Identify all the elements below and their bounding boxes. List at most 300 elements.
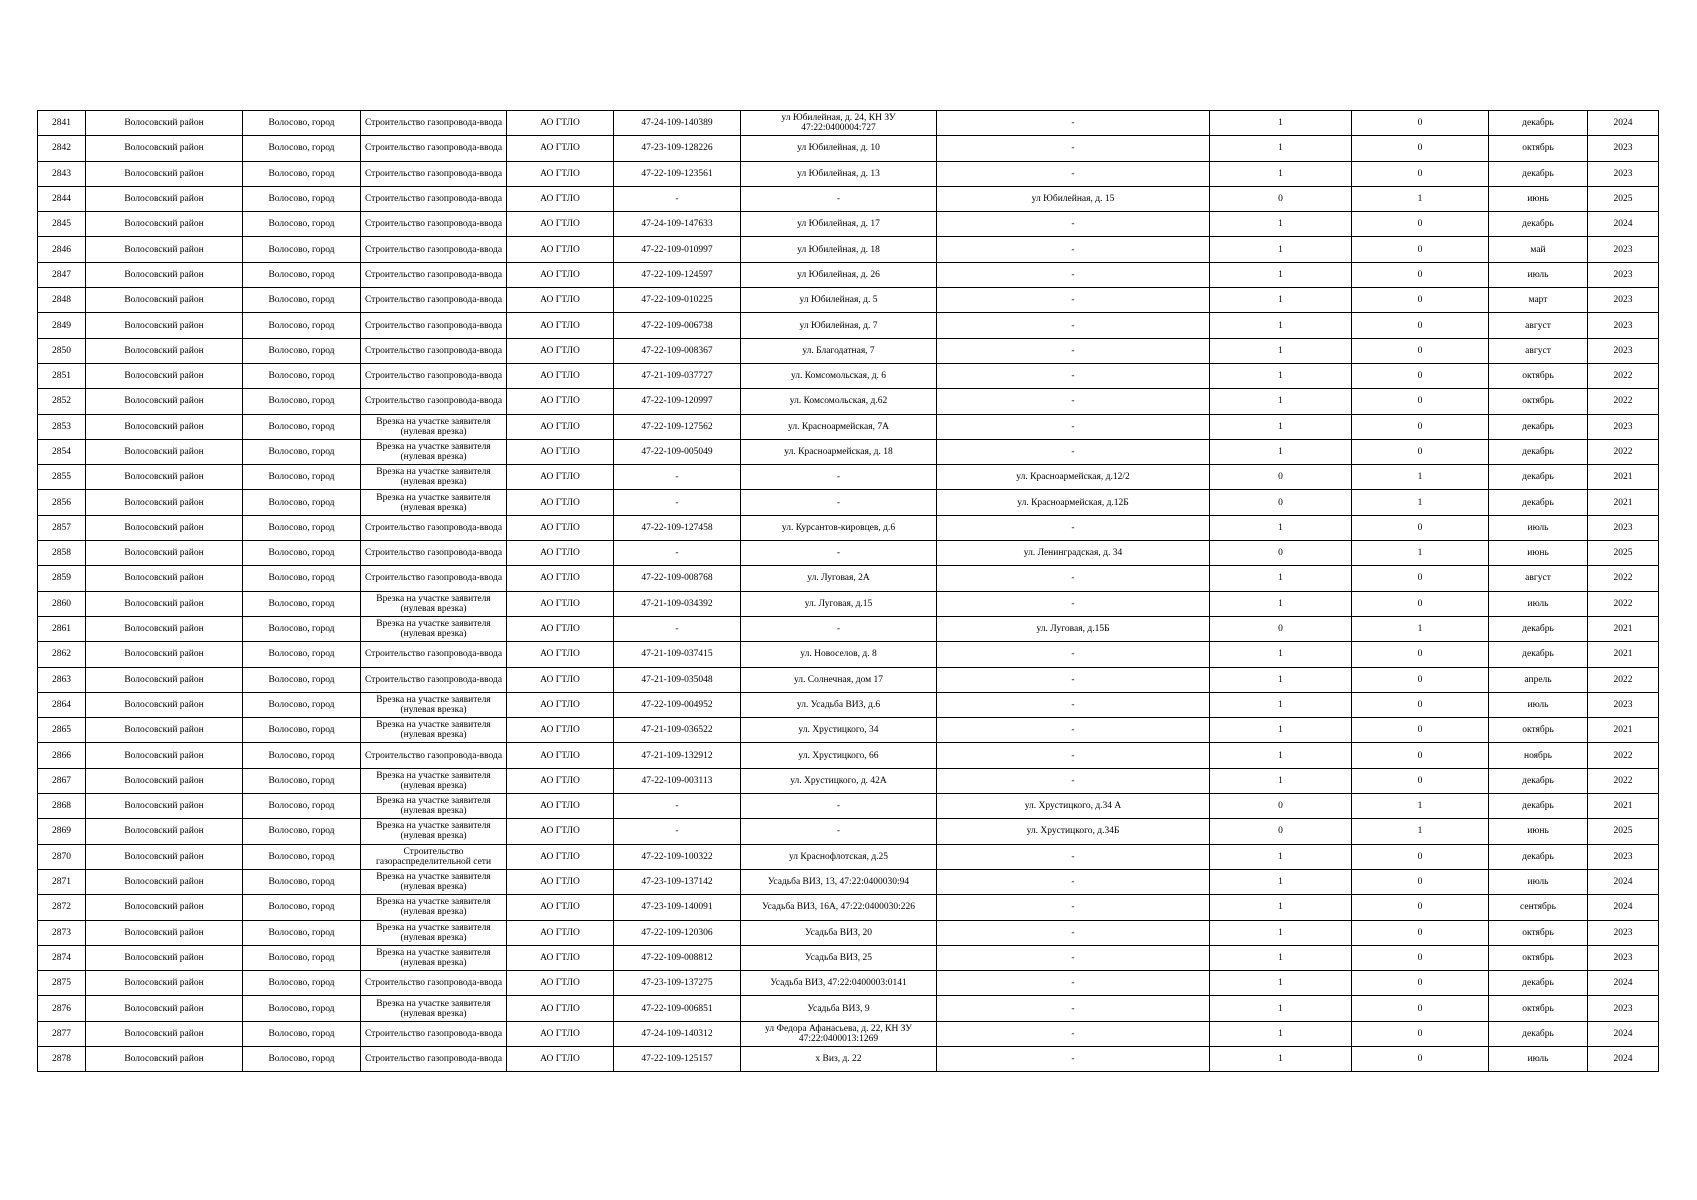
- work-type-cell: Врезка на участке заявителя (нулевая врезка): [361, 439, 507, 464]
- count-planned-cell: 0: [1352, 844, 1489, 869]
- planned-address-cell: ул Юбилейная, д. 15: [937, 186, 1210, 211]
- table-row: [38, 667, 1659, 692]
- count-done-cell: 1: [1210, 895, 1352, 920]
- address-cell: ул. Комсомольская, д. 6: [741, 363, 937, 388]
- work-type-cell: Врезка на участке заявителя (нулевая врезка): [361, 718, 507, 743]
- table-row: [38, 338, 1659, 363]
- month-cell: август: [1489, 338, 1588, 363]
- table-row: [38, 642, 1659, 667]
- settlement-cell: Волосово, город: [243, 794, 361, 819]
- district-cell: Волосовский район: [86, 111, 243, 136]
- table-row: [38, 212, 1659, 237]
- address-cell: ул Федора Афанасьева, д. 22, КН ЗУ 47:22:0400013:1269: [741, 1021, 937, 1046]
- month-cell: октябрь: [1489, 718, 1588, 743]
- district-cell: Волосовский район: [86, 186, 243, 211]
- row-number-cell: 2841: [38, 111, 86, 136]
- organization-cell: АО ГТЛО: [507, 920, 614, 945]
- month-cell: июль: [1489, 591, 1588, 616]
- work-type-cell: Врезка на участке заявителя (нулевая врезка): [361, 692, 507, 717]
- count-done-cell: 1: [1210, 262, 1352, 287]
- year-cell: 2023: [1588, 515, 1659, 540]
- year-cell: 2021: [1588, 616, 1659, 641]
- contract-number-cell: 47-22-109-008768: [614, 566, 741, 591]
- organization-cell: АО ГТЛО: [507, 186, 614, 211]
- count-planned-cell: 1: [1352, 616, 1489, 641]
- row-number-cell: 2865: [38, 718, 86, 743]
- address-cell: ул. Луговая, д.15: [741, 591, 937, 616]
- table-row: [38, 566, 1659, 591]
- planned-address-cell: -: [937, 1021, 1210, 1046]
- organization-cell: АО ГТЛО: [507, 111, 614, 136]
- district-cell: Волосовский район: [86, 439, 243, 464]
- table-row: [38, 920, 1659, 945]
- district-cell: Волосовский район: [86, 363, 243, 388]
- address-cell: ул. Луговая, 2А: [741, 566, 937, 591]
- organization-cell: АО ГТЛО: [507, 945, 614, 970]
- count-planned-cell: 0: [1352, 161, 1489, 186]
- year-cell: 2023: [1588, 161, 1659, 186]
- month-cell: декабрь: [1489, 439, 1588, 464]
- count-done-cell: 1: [1210, 743, 1352, 768]
- planned-address-cell: -: [937, 895, 1210, 920]
- year-cell: 2022: [1588, 667, 1659, 692]
- count-planned-cell: 0: [1352, 591, 1489, 616]
- organization-cell: АО ГТЛО: [507, 490, 614, 515]
- year-cell: 2023: [1588, 844, 1659, 869]
- address-cell: ул Юбилейная, д. 26: [741, 262, 937, 287]
- contract-number-cell: -: [614, 794, 741, 819]
- table-body: [38, 111, 1659, 1072]
- settlement-cell: Волосово, город: [243, 541, 361, 566]
- gasification-table: [37, 110, 1659, 1072]
- contract-number-cell: 47-23-109-128226: [614, 136, 741, 161]
- contract-number-cell: 47-24-109-140312: [614, 1021, 741, 1046]
- month-cell: октябрь: [1489, 136, 1588, 161]
- row-number-cell: 2856: [38, 490, 86, 515]
- count-planned-cell: 0: [1352, 768, 1489, 793]
- count-planned-cell: 0: [1352, 667, 1489, 692]
- contract-number-cell: 47-22-109-003113: [614, 768, 741, 793]
- settlement-cell: Волосово, город: [243, 1046, 361, 1071]
- month-cell: октябрь: [1489, 996, 1588, 1021]
- address-cell: -: [741, 794, 937, 819]
- planned-address-cell: -: [937, 743, 1210, 768]
- work-type-cell: Врезка на участке заявителя (нулевая врезка): [361, 794, 507, 819]
- table-row: [38, 743, 1659, 768]
- row-number-cell: 2873: [38, 920, 86, 945]
- row-number-cell: 2878: [38, 1046, 86, 1071]
- count-done-cell: 1: [1210, 642, 1352, 667]
- row-number-cell: 2874: [38, 945, 86, 970]
- month-cell: декабрь: [1489, 616, 1588, 641]
- district-cell: Волосовский район: [86, 237, 243, 262]
- year-cell: 2024: [1588, 971, 1659, 996]
- organization-cell: АО ГТЛО: [507, 363, 614, 388]
- settlement-cell: Волосово, город: [243, 768, 361, 793]
- work-type-cell: Врезка на участке заявителя (нулевая врезка): [361, 616, 507, 641]
- organization-cell: АО ГТЛО: [507, 237, 614, 262]
- address-cell: ул Юбилейная, д. 18: [741, 237, 937, 262]
- work-type-cell: Строительство газопровода-ввода: [361, 313, 507, 338]
- contract-number-cell: 47-22-109-124597: [614, 262, 741, 287]
- year-cell: 2023: [1588, 692, 1659, 717]
- count-done-cell: 1: [1210, 844, 1352, 869]
- address-cell: ул Юбилейная, д. 17: [741, 212, 937, 237]
- row-number-cell: 2845: [38, 212, 86, 237]
- settlement-cell: Волосово, город: [243, 490, 361, 515]
- table-row: [38, 971, 1659, 996]
- count-planned-cell: 1: [1352, 465, 1489, 490]
- district-cell: Волосовский район: [86, 515, 243, 540]
- month-cell: июль: [1489, 1046, 1588, 1071]
- contract-number-cell: 47-21-109-034392: [614, 591, 741, 616]
- month-cell: декабрь: [1489, 161, 1588, 186]
- year-cell: 2023: [1588, 288, 1659, 313]
- district-cell: Волосовский район: [86, 768, 243, 793]
- organization-cell: АО ГТЛО: [507, 439, 614, 464]
- month-cell: март: [1489, 288, 1588, 313]
- year-cell: 2023: [1588, 338, 1659, 363]
- planned-address-cell: -: [937, 1046, 1210, 1071]
- month-cell: август: [1489, 566, 1588, 591]
- month-cell: декабрь: [1489, 642, 1588, 667]
- row-number-cell: 2869: [38, 819, 86, 844]
- settlement-cell: Волосово, город: [243, 945, 361, 970]
- planned-address-cell: -: [937, 718, 1210, 743]
- organization-cell: АО ГТЛО: [507, 338, 614, 363]
- work-type-cell: Врезка на участке заявителя (нулевая врезка): [361, 591, 507, 616]
- organization-cell: АО ГТЛО: [507, 136, 614, 161]
- address-cell: Усадьба ВИЗ, 13, 47:22:0400030:94: [741, 869, 937, 894]
- district-cell: Волосовский район: [86, 844, 243, 869]
- month-cell: август: [1489, 313, 1588, 338]
- row-number-cell: 2862: [38, 642, 86, 667]
- district-cell: Волосовский район: [86, 920, 243, 945]
- settlement-cell: Волосово, город: [243, 895, 361, 920]
- count-done-cell: 1: [1210, 996, 1352, 1021]
- contract-number-cell: -: [614, 490, 741, 515]
- contract-number-cell: 47-24-109-140389: [614, 111, 741, 136]
- address-cell: -: [741, 465, 937, 490]
- table-row: [38, 363, 1659, 388]
- month-cell: июнь: [1489, 186, 1588, 211]
- planned-address-cell: -: [937, 869, 1210, 894]
- district-cell: Волосовский район: [86, 996, 243, 1021]
- organization-cell: АО ГТЛО: [507, 794, 614, 819]
- settlement-cell: Волосово, город: [243, 111, 361, 136]
- row-number-cell: 2853: [38, 414, 86, 439]
- address-cell: ул. Благодатная, 7: [741, 338, 937, 363]
- address-cell: ул Юбилейная, д. 24, КН ЗУ 47:22:0400004:727: [741, 111, 937, 136]
- work-type-cell: Строительство газопровода-ввода: [361, 1021, 507, 1046]
- year-cell: 2021: [1588, 490, 1659, 515]
- month-cell: апрель: [1489, 667, 1588, 692]
- district-cell: Волосовский район: [86, 794, 243, 819]
- month-cell: июль: [1489, 692, 1588, 717]
- year-cell: 2023: [1588, 136, 1659, 161]
- table-row: [38, 262, 1659, 287]
- year-cell: 2022: [1588, 389, 1659, 414]
- district-cell: Волосовский район: [86, 945, 243, 970]
- row-number-cell: 2866: [38, 743, 86, 768]
- row-number-cell: 2854: [38, 439, 86, 464]
- month-cell: ноябрь: [1489, 743, 1588, 768]
- month-cell: декабрь: [1489, 971, 1588, 996]
- month-cell: октябрь: [1489, 920, 1588, 945]
- work-type-cell: Строительство газопровода-ввода: [361, 363, 507, 388]
- contract-number-cell: -: [614, 465, 741, 490]
- work-type-cell: Строительство газопровода-ввода: [361, 288, 507, 313]
- organization-cell: АО ГТЛО: [507, 768, 614, 793]
- work-type-cell: Строительство газопровода-ввода: [361, 743, 507, 768]
- settlement-cell: Волосово, город: [243, 667, 361, 692]
- count-planned-cell: 1: [1352, 819, 1489, 844]
- work-type-cell: Врезка на участке заявителя (нулевая врезка): [361, 945, 507, 970]
- organization-cell: АО ГТЛО: [507, 591, 614, 616]
- address-cell: ул Юбилейная, д. 13: [741, 161, 937, 186]
- count-done-cell: 1: [1210, 920, 1352, 945]
- table-row: [38, 718, 1659, 743]
- row-number-cell: 2861: [38, 616, 86, 641]
- contract-number-cell: -: [614, 541, 741, 566]
- address-cell: Усадьба ВИЗ, 16А, 47:22:0400030:226: [741, 895, 937, 920]
- year-cell: 2025: [1588, 819, 1659, 844]
- table-row: [38, 591, 1659, 616]
- address-cell: ул. Солнечная, дом 17: [741, 667, 937, 692]
- district-cell: Волосовский район: [86, 541, 243, 566]
- work-type-cell: Строительство газопровода-ввода: [361, 515, 507, 540]
- month-cell: декабрь: [1489, 794, 1588, 819]
- work-type-cell: Врезка на участке заявителя (нулевая врезка): [361, 490, 507, 515]
- work-type-cell: Врезка на участке заявителя (нулевая врезка): [361, 768, 507, 793]
- count-done-cell: 0: [1210, 186, 1352, 211]
- count-planned-cell: 1: [1352, 186, 1489, 211]
- work-type-cell: Врезка на участке заявителя (нулевая врезка): [361, 996, 507, 1021]
- district-cell: Волосовский район: [86, 465, 243, 490]
- count-done-cell: 1: [1210, 439, 1352, 464]
- month-cell: сентябрь: [1489, 895, 1588, 920]
- settlement-cell: Волосово, город: [243, 642, 361, 667]
- settlement-cell: Волосово, город: [243, 262, 361, 287]
- row-number-cell: 2871: [38, 869, 86, 894]
- count-done-cell: 1: [1210, 136, 1352, 161]
- settlement-cell: Волосово, город: [243, 313, 361, 338]
- month-cell: декабрь: [1489, 844, 1588, 869]
- organization-cell: АО ГТЛО: [507, 996, 614, 1021]
- table-row: [38, 895, 1659, 920]
- settlement-cell: Волосово, город: [243, 869, 361, 894]
- count-done-cell: 1: [1210, 161, 1352, 186]
- organization-cell: АО ГТЛО: [507, 515, 614, 540]
- table-row: [38, 819, 1659, 844]
- row-number-cell: 2875: [38, 971, 86, 996]
- year-cell: 2022: [1588, 768, 1659, 793]
- year-cell: 2024: [1588, 111, 1659, 136]
- year-cell: 2024: [1588, 1021, 1659, 1046]
- contract-number-cell: 47-21-109-036522: [614, 718, 741, 743]
- row-number-cell: 2864: [38, 692, 86, 717]
- organization-cell: АО ГТЛО: [507, 743, 614, 768]
- contract-number-cell: 47-22-109-006738: [614, 313, 741, 338]
- district-cell: Волосовский район: [86, 971, 243, 996]
- district-cell: Волосовский район: [86, 212, 243, 237]
- table-row: [38, 186, 1659, 211]
- planned-address-cell: -: [937, 262, 1210, 287]
- row-number-cell: 2849: [38, 313, 86, 338]
- planned-address-cell: -: [937, 136, 1210, 161]
- year-cell: 2024: [1588, 1046, 1659, 1071]
- table-row: [38, 1046, 1659, 1071]
- count-planned-cell: 1: [1352, 794, 1489, 819]
- planned-address-cell: ул. Хрустицкого, д.34Б: [937, 819, 1210, 844]
- contract-number-cell: 47-22-109-100322: [614, 844, 741, 869]
- table-row: [38, 541, 1659, 566]
- row-number-cell: 2859: [38, 566, 86, 591]
- organization-cell: АО ГТЛО: [507, 262, 614, 287]
- table-row: [38, 136, 1659, 161]
- settlement-cell: Волосово, город: [243, 920, 361, 945]
- count-done-cell: 1: [1210, 363, 1352, 388]
- year-cell: 2023: [1588, 920, 1659, 945]
- organization-cell: АО ГТЛО: [507, 616, 614, 641]
- count-planned-cell: 0: [1352, 692, 1489, 717]
- planned-address-cell: ул. Хрустицкого, д.34 А: [937, 794, 1210, 819]
- month-cell: июнь: [1489, 819, 1588, 844]
- contract-number-cell: -: [614, 819, 741, 844]
- work-type-cell: Строительство газопровода-ввода: [361, 566, 507, 591]
- settlement-cell: Волосово, город: [243, 465, 361, 490]
- organization-cell: АО ГТЛО: [507, 566, 614, 591]
- settlement-cell: Волосово, город: [243, 1021, 361, 1046]
- count-done-cell: 0: [1210, 465, 1352, 490]
- district-cell: Волосовский район: [86, 338, 243, 363]
- year-cell: 2025: [1588, 541, 1659, 566]
- row-number-cell: 2872: [38, 895, 86, 920]
- count-done-cell: 1: [1210, 768, 1352, 793]
- contract-number-cell: 47-22-109-010225: [614, 288, 741, 313]
- year-cell: 2023: [1588, 262, 1659, 287]
- settlement-cell: Волосово, город: [243, 288, 361, 313]
- row-number-cell: 2842: [38, 136, 86, 161]
- work-type-cell: Строительство газопровода-ввода: [361, 136, 507, 161]
- count-done-cell: 1: [1210, 237, 1352, 262]
- row-number-cell: 2855: [38, 465, 86, 490]
- address-cell: х Виз, д. 22: [741, 1046, 937, 1071]
- month-cell: декабрь: [1489, 414, 1588, 439]
- year-cell: 2022: [1588, 363, 1659, 388]
- count-planned-cell: 0: [1352, 288, 1489, 313]
- year-cell: 2023: [1588, 996, 1659, 1021]
- year-cell: 2022: [1588, 591, 1659, 616]
- work-type-cell: Строительство газопровода-ввода: [361, 642, 507, 667]
- planned-address-cell: -: [937, 212, 1210, 237]
- contract-number-cell: 47-22-109-010997: [614, 237, 741, 262]
- row-number-cell: 2870: [38, 844, 86, 869]
- count-done-cell: 1: [1210, 1046, 1352, 1071]
- count-done-cell: 0: [1210, 490, 1352, 515]
- row-number-cell: 2844: [38, 186, 86, 211]
- district-cell: Волосовский район: [86, 743, 243, 768]
- planned-address-cell: ул. Луговая, д.15Б: [937, 616, 1210, 641]
- table-row: [38, 313, 1659, 338]
- district-cell: Волосовский район: [86, 1046, 243, 1071]
- count-planned-cell: 0: [1352, 414, 1489, 439]
- count-done-cell: 1: [1210, 111, 1352, 136]
- row-number-cell: 2843: [38, 161, 86, 186]
- district-cell: Волосовский район: [86, 692, 243, 717]
- settlement-cell: Волосово, город: [243, 971, 361, 996]
- organization-cell: АО ГТЛО: [507, 465, 614, 490]
- count-planned-cell: 1: [1352, 490, 1489, 515]
- planned-address-cell: -: [937, 591, 1210, 616]
- work-type-cell: Строительство газопровода-ввода: [361, 212, 507, 237]
- settlement-cell: Волосово, город: [243, 566, 361, 591]
- contract-number-cell: 47-21-109-132912: [614, 743, 741, 768]
- row-number-cell: 2868: [38, 794, 86, 819]
- district-cell: Волосовский район: [86, 136, 243, 161]
- district-cell: Волосовский район: [86, 895, 243, 920]
- planned-address-cell: -: [937, 237, 1210, 262]
- count-done-cell: 1: [1210, 971, 1352, 996]
- district-cell: Волосовский район: [86, 414, 243, 439]
- count-planned-cell: 0: [1352, 515, 1489, 540]
- planned-address-cell: -: [937, 414, 1210, 439]
- contract-number-cell: 47-22-109-123561: [614, 161, 741, 186]
- contract-number-cell: 47-21-109-037727: [614, 363, 741, 388]
- row-number-cell: 2850: [38, 338, 86, 363]
- planned-address-cell: -: [937, 111, 1210, 136]
- planned-address-cell: -: [937, 313, 1210, 338]
- planned-address-cell: -: [937, 363, 1210, 388]
- count-done-cell: 0: [1210, 794, 1352, 819]
- address-cell: ул. Красноармейская, д. 18: [741, 439, 937, 464]
- settlement-cell: Волосово, город: [243, 718, 361, 743]
- contract-number-cell: 47-22-109-008367: [614, 338, 741, 363]
- address-cell: -: [741, 186, 937, 211]
- table-row: [38, 1021, 1659, 1046]
- address-cell: ул. Курсантов-кировцев, д.6: [741, 515, 937, 540]
- month-cell: декабрь: [1489, 465, 1588, 490]
- row-number-cell: 2847: [38, 262, 86, 287]
- organization-cell: АО ГТЛО: [507, 212, 614, 237]
- month-cell: декабрь: [1489, 1021, 1588, 1046]
- year-cell: 2025: [1588, 186, 1659, 211]
- year-cell: 2023: [1588, 313, 1659, 338]
- row-number-cell: 2858: [38, 541, 86, 566]
- district-cell: Волосовский район: [86, 667, 243, 692]
- settlement-cell: Волосово, город: [243, 996, 361, 1021]
- month-cell: июль: [1489, 869, 1588, 894]
- work-type-cell: Врезка на участке заявителя (нулевая врезка): [361, 895, 507, 920]
- district-cell: Волосовский район: [86, 490, 243, 515]
- settlement-cell: Волосово, город: [243, 363, 361, 388]
- settlement-cell: Волосово, город: [243, 237, 361, 262]
- year-cell: 2022: [1588, 743, 1659, 768]
- work-type-cell: Строительство газопровода-ввода: [361, 186, 507, 211]
- count-done-cell: 1: [1210, 515, 1352, 540]
- year-cell: 2024: [1588, 212, 1659, 237]
- work-type-cell: Строительство газораспределительной сети: [361, 844, 507, 869]
- settlement-cell: Волосово, город: [243, 338, 361, 363]
- planned-address-cell: -: [937, 288, 1210, 313]
- year-cell: 2024: [1588, 869, 1659, 894]
- planned-address-cell: -: [937, 161, 1210, 186]
- count-planned-cell: 0: [1352, 895, 1489, 920]
- contract-number-cell: 47-22-109-005049: [614, 439, 741, 464]
- work-type-cell: Строительство газопровода-ввода: [361, 262, 507, 287]
- planned-address-cell: -: [937, 642, 1210, 667]
- contract-number-cell: 47-23-109-140091: [614, 895, 741, 920]
